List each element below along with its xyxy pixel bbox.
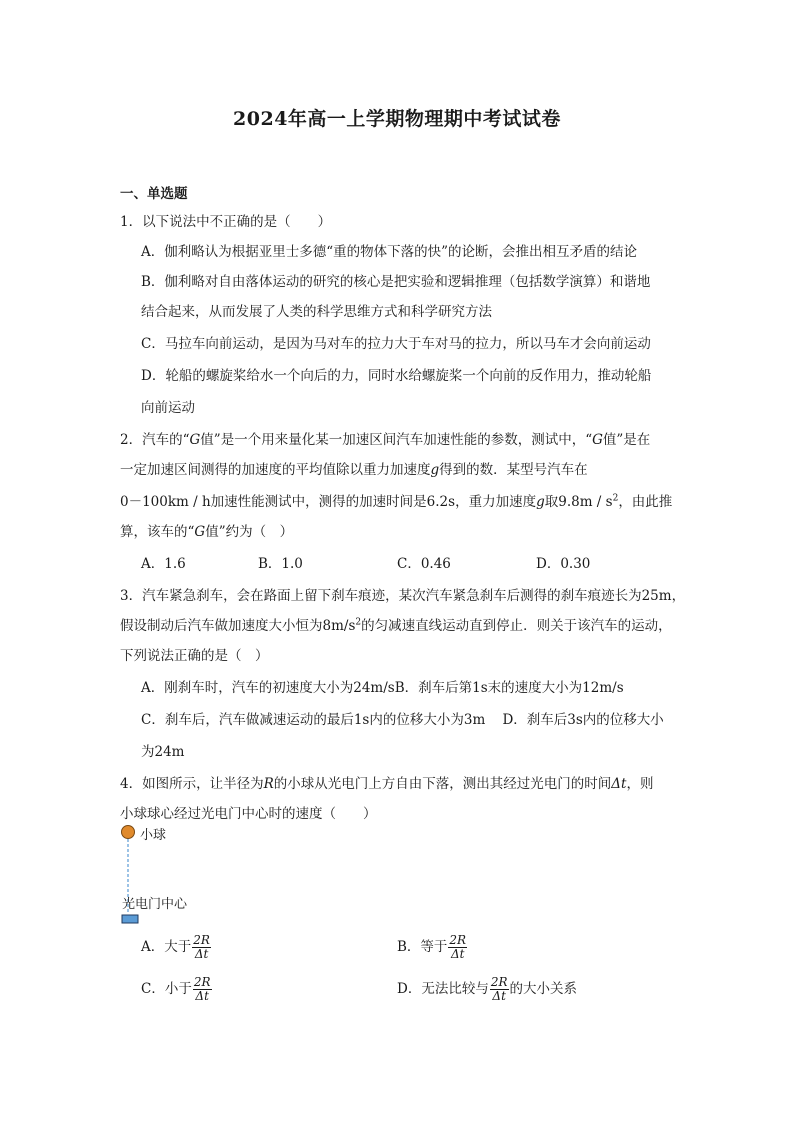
q3-option-d-line2: 为24m <box>141 744 185 760</box>
q3-line1: 3．汽车紧急刹车，会在路面上留下刹车痕迹，某次汽车紧急刹车后测得的刹车痕迹长为25m， <box>120 588 686 604</box>
q2-option-d: D．0.30 <box>536 556 591 572</box>
q1-option-d-line1: D．轮船的螺旋桨给水一个向后的力，同时水给螺旋桨一个向前的反作用力，推动轮船 <box>141 368 652 384</box>
q4-option-c: C．小于 $\frac{2R}{\Delta t}$ <box>141 975 211 1003</box>
q4-option-b: B．等于 $\frac{2R}{\Delta t}$ <box>397 933 467 961</box>
photogate-figure <box>115 822 225 932</box>
q2-line3: 0－100km / h加速性能测试中，测得的加速时间是6.2s，重力加速度g取$9.8m / s^2$，由此推 <box>120 493 673 510</box>
fraction: $\frac{2R}{\Delta t}$ <box>490 975 508 1003</box>
fraction: $\frac{2R}{\Delta t}$ <box>193 975 211 1003</box>
fraction: $\frac{2R}{\Delta t}$ <box>449 933 467 961</box>
q3-options-cd: C．刹车后，汽车做减速运动的最后1s内的位移大小为3m D．刹车后3s内的位移大小 <box>141 712 664 728</box>
q1-stem: 1．以下说法中不正确的是（ ） <box>120 214 332 230</box>
q1-option-d-line2: 向前运动 <box>141 400 195 416</box>
ball-icon <box>122 826 135 839</box>
section-heading: 一、单选题 <box>120 186 188 202</box>
q2-line2: 一定加速区间测得的加速度的平均值除以重力加速度g得到的数．某型号汽车在 <box>120 462 588 478</box>
q4-option-a: A．大于 $\frac{2R}{\Delta t}$ <box>141 933 210 961</box>
q2-option-a: A．1.6 <box>141 556 186 572</box>
photogate-icon <box>122 915 138 923</box>
g-value-symbol: G <box>189 432 201 448</box>
q2-option-c: C．0.46 <box>397 556 451 572</box>
q1-option-b-line2: 结合起来，从而发展了人类的科学思维方式和科学研究方法 <box>141 304 492 320</box>
gate-label: 光电门中心 <box>122 897 188 912</box>
q1-option-a: A．伽利略认为根据亚里士多德“重的物体下落的快”的论断，会推出相互矛盾的结论 <box>141 244 638 260</box>
q3-line2: 假设制动后汽车做加速度大小恒为$8m/s^2$的匀减速直线运动直到停止．则关于该汽车的运动， <box>120 617 672 634</box>
fraction: $\frac{2R}{\Delta t}$ <box>193 933 210 961</box>
q2-line1: 2．汽车的“G值”是一个用来量化某一加速区间汽车加速性能的参数，测试中，“G值”是在 <box>120 432 651 448</box>
q2-line4: 算，该车的“G值”约为（ ） <box>120 524 294 540</box>
q4-line2: 小球球心经过光电门中心时的速度（ ） <box>120 806 377 822</box>
ball-label: 小球 <box>140 828 167 843</box>
q3-options-ab: A．刚刹车时，汽车的初速度大小为24m/sB．刹车后第1s末的速度大小为12m/s <box>141 680 624 696</box>
q1-option-c: C．马拉车向前运动，是因为马对车的拉力大于车对马的拉力，所以马车才会向前运动 <box>141 336 651 352</box>
page-title: 2024年高一上学期物理期中考试试卷 <box>233 108 561 130</box>
q4-option-d: D．无法比较与 $\frac{2R}{\Delta t}$ 的大小关系 <box>397 975 577 1003</box>
q2-option-b: B．1.0 <box>258 556 303 572</box>
q3-line3: 下列说法正确的是（ ） <box>120 648 269 664</box>
q1-option-b-line1: B．伽利略对自由落体运动的研究的核心是把实验和逻辑推理（包括数学演算）和谐地 <box>141 274 651 290</box>
q4-line1: 4．如图所示，让半径为R的小球从光电门上方自由下落，测出其经过光电门的时间Δt，则 <box>120 776 654 792</box>
